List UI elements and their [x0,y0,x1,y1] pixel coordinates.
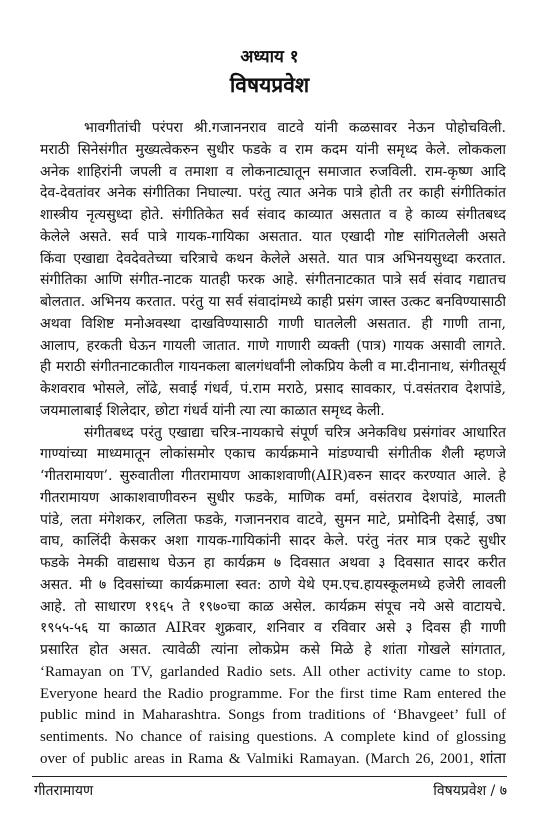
text-line: अनेक शाहिरांनी जपली व तमाशा व लोकनाट्यातून समाजात रुजविली. राम-कृष्ण आदि [40,163,506,180]
text-line: ‘गीतरामायण’. सुरुवातीला गीतरामायण आकाशवाणी(AIR)वरुन सादर करण्यात आले. हे [40,468,506,484]
quote-line: over of public areas in Rama & Valmiki Ramayan. (March 26, 2001, शांता [40,750,506,767]
footer-divider [32,776,507,777]
text-line: देव-देवतांवर अनेक संगीतिका निघाल्या. परंतु त्यात अनेक पात्रे होती तर काही संगीतिकांत [40,185,506,202]
text-line: वाघ, कालिंदी केसकर अशा गायक-गायिकांनी सादर केले. परंतु नंतर मात्र एकटे सुधीर [40,533,506,550]
body-text [40,118,506,771]
text-line: असत. मी ७ दिवसांच्या कार्यक्रमाला स्वत: ठाणे येथे एम.एच.हायस्कूलमध्ये हजेरी लावली [40,576,506,593]
quote-line: ‘Ramayan on TV, garlanded Radio sets. All other activity came to stop. [40,663,506,680]
chapter-number: अध्याय १ [240,47,299,67]
text-line: फडके नेमकी वाद्यसाथ घेऊन हा कार्यक्रम ७ दिवसात अथवा ३ दिवसात सादर करीत [40,555,506,571]
text-line: प्रसारित होत असत. त्यावेळी त्यांना लोकप्रेम कसे मिळे हे शांता गोखले सांगतात, [40,642,506,658]
text-line: शास्त्रीय नृत्यसुध्दा होते. संगीतिकेत सर्व संवाद काव्यात असतात व हे काव्य संगीतबध्द [40,207,506,223]
text-line: बोलतात. अभिनय करतात. परंतु या सर्व संवादांमध्ये काही प्रसंग जास्त उत्कट बनविण्यासाठी [40,294,506,310]
text-line: गाण्यांच्या माध्यमातून लोकांसमोर एकाच कार्यक्रमाने मांडण्याची संगीतीक शैली म्हणजे [40,446,506,463]
text-line: आलाप, हरकती घेऊन गायली जातात. गाणे गाणारी व्यक्ती (पात्र) गायक असावी लागते. [40,337,506,354]
text-line: जयमालाबाई शिलेदार, छोटा गंधर्व यांनी त्या त्या काळात समृध्द केली. [40,402,385,419]
text-line: संगीतिका आणि संगीत-नाटक यातही फरक आहे. संगीतनाटकात पात्रे सर्व संवाद गद्यातच [40,272,506,289]
footer-book-title: गीतरामायण [34,783,94,799]
text-line: गीतरामायण आकाशवाणीवरुन सुधीर फडके, माणिक वर्मा, वसंतराव देशपांडे, मालती [40,489,506,506]
text-line: १९५५-५६ या काळात AIRवर शुक्रवार, शनिवार व रविवार असे ३ दिवस ही गाणी [40,620,506,637]
text-line: अथवा विशिष्ट मनोअवस्था दाखविण्यासाठी गाणी घातलेली असतात. ही गाणी ताना, [40,315,506,332]
text-line: ही मराठी संगीतनाटकातील गायनकला बालगंधर्वांनी लोकप्रिय केली व मा.दीनानाथ, संगीतसूर्य [40,359,506,376]
text-line: आहे. तो साधारण १९६५ ते १९७०चा काळ असेल. कार्यक्रम संपूच नये असे वाटायचे. [40,598,506,615]
text-line: केलेले असते. सर्व पात्रे गायक-गायिका असतात. यात एखादी गोष्ट सांगितलेली असते [40,228,506,245]
quote-line: public mind in Maharashtra. Songs from traditions of ‘Bhavgeet’ full of [40,707,506,724]
quote-line: sentiments. No chance of raising questions. A complete kind of glossing [40,729,506,745]
footer-page-label: विषयप्रवेश / ७ [433,783,507,799]
chapter-title: विषयप्रवेश [229,72,310,97]
text-line: पांडे, लता मंगेशकर, ललिता फडके, गजाननराव वाटवे, सुमन माटे, प्रमोदिनी देसाई, उषा [40,511,506,528]
text-line: संगीतबध्द परंतु एखाद्या चरित्र-नायकाचे संपूर्ण चरित्र अनेकविध प्रसंगांवर आधारित [84,424,506,441]
text-line: केशवराव भोसले, लोंढे, सवाई गंधर्व, पं.राम मराठे, प्रसाद सावकार, पं.वसंतराव देशपांडे, [40,381,506,397]
text-line: किंवा एखाद्या देवदेवतेच्या चरित्राचे कथन केलेले असते. यात पात्र अभिनयसुध्दा करतात. [40,250,506,267]
text-line: भावगीतांची परंपरा श्री.गजाननराव वाटवे यांनी कळसावर नेऊन पोहोचविली. [84,120,506,136]
quote-line: Everyone heard the Radio programme. For the first time Ram entered the [40,685,506,702]
text-line: मराठी सिनेसंगीत मुख्यत्वेकरुन सुधीर फडके व राम कदम यांनी समृध्द केले. लोककला [40,141,506,158]
